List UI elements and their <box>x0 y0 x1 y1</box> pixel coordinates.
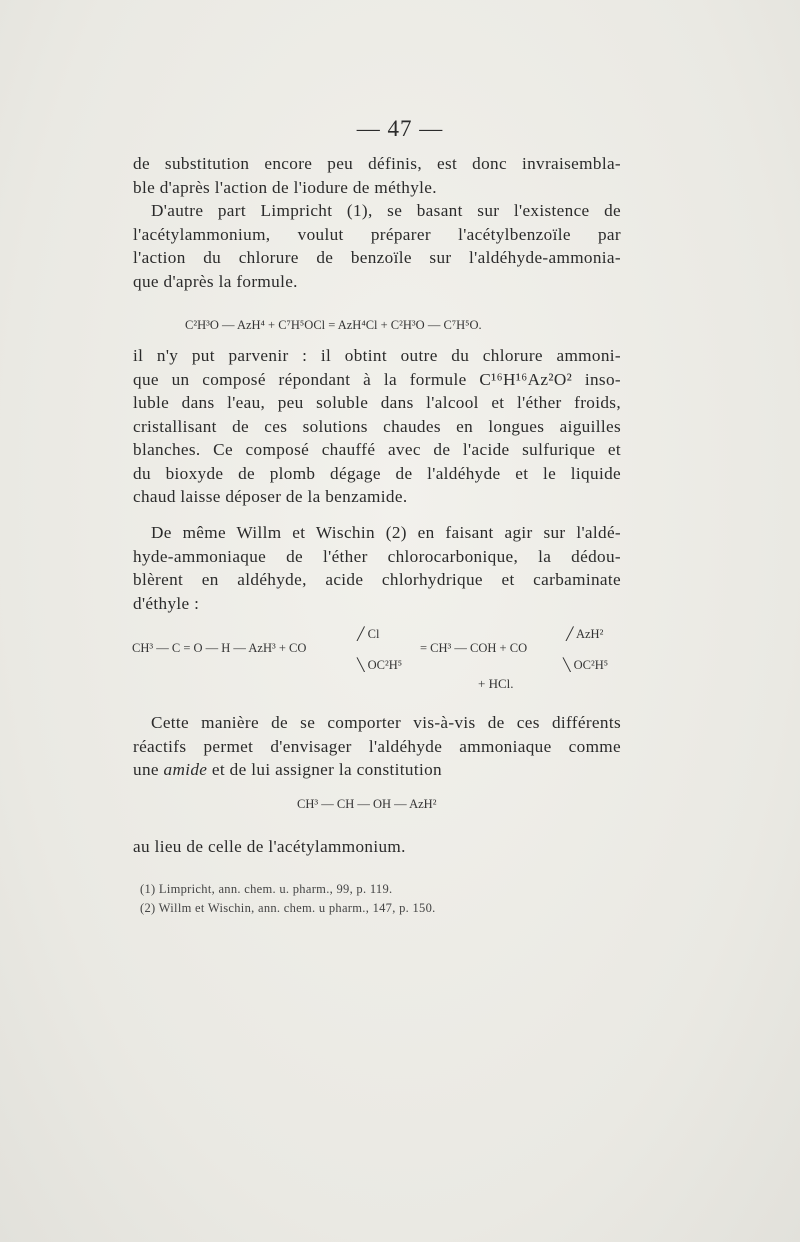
text-line: l'acétylammonium, voulut préparer l'acétylbenzoïle par <box>133 224 621 244</box>
text-line: que un composé répondant à la formule C¹⁶H¹⁶Az²O² inso- <box>133 369 621 389</box>
text-line: une amide et de lui assigner la constitution <box>133 760 442 779</box>
footnote: (1) Limpricht, ann. chem. u. pharm., 99, p. 119. <box>140 882 393 896</box>
text-line: au lieu de celle de l'acétylammonium. <box>133 837 406 856</box>
text-line: cristallisant de ces solutions chaudes en longues aiguilles <box>133 416 621 436</box>
paragraph-1 <box>133 152 621 199</box>
paragraph-2 <box>133 199 621 293</box>
text-line: De même Willm et Wischin (2) en faisant agir sur l'aldé- <box>151 523 621 542</box>
footnote: (2) Willm et Wischin, ann. chem. u pharm., 147, p. 150. <box>140 901 436 915</box>
paragraph-4 <box>133 521 621 615</box>
formula-constitution: CH³ — CH — OH — AzH² <box>297 797 437 811</box>
formula-part: ╱ AzH² <box>566 627 604 641</box>
text-line: de substitution encore peu définis, est donc invraisembla- <box>133 154 621 173</box>
formula-part: CH³ — C = O — H — AzH³ + CO <box>132 641 307 655</box>
paragraph-6 <box>133 835 621 859</box>
footnotes <box>140 880 540 918</box>
text-line: hyde-ammoniaque de l'éther chlorocarbonique, la dédou- <box>133 546 621 566</box>
formula-limpricht: C²H³O — AzH⁴ + C⁷H⁵OCl = AzH⁴Cl + C²H³O — C⁷H⁵O. <box>185 318 482 332</box>
text-line: ble d'après l'action de l'iodure de méthyle. <box>133 177 437 197</box>
formula-part: = CH³ — COH + CO <box>420 641 528 655</box>
formula-part: ╲ OC²H⁵ <box>357 658 403 672</box>
text-line: luble dans l'eau, peu soluble dans l'alcool et l'éther froids, <box>133 393 621 412</box>
text-line: blanches. Ce composé chauffé avec de l'acide sulfurique et <box>133 440 621 459</box>
italic-amide: amide <box>163 760 208 779</box>
paragraph-3 <box>133 344 621 509</box>
text-line: réactifs permet d'envisager l'aldéhyde ammoniaque comme <box>133 736 621 756</box>
text-line: du bioxyde de plomb dégage de l'aldéhyde et le liquide <box>133 463 621 483</box>
text-line: que d'après la formule. <box>133 271 298 291</box>
formula-part: ╱ Cl <box>357 627 380 641</box>
text-line: chaud laisse déposer de la benzamide. <box>133 487 408 506</box>
text-line: D'autre part Limpricht (1), se basant sur l'existence de <box>151 201 621 220</box>
text-line: il n'y put parvenir : il obtint outre du chlorure ammoni- <box>133 346 621 365</box>
formula-part: + HCl. <box>478 676 514 691</box>
page-number: — 47 — <box>356 116 444 141</box>
text-line: l'action du chlorure de benzoïle sur l'aldéhyde-ammonia- <box>133 248 621 267</box>
text-line: blèrent en aldéhyde, acide chlorhydrique et carbaminate <box>133 570 621 589</box>
text-line: d'éthyle : <box>133 593 200 613</box>
formula-part: ╲ OC²H⁵ <box>563 658 609 672</box>
paragraph-5 <box>133 711 621 782</box>
text-line: Cette manière de se comporter vis-à-vis de ces différents <box>151 713 621 732</box>
